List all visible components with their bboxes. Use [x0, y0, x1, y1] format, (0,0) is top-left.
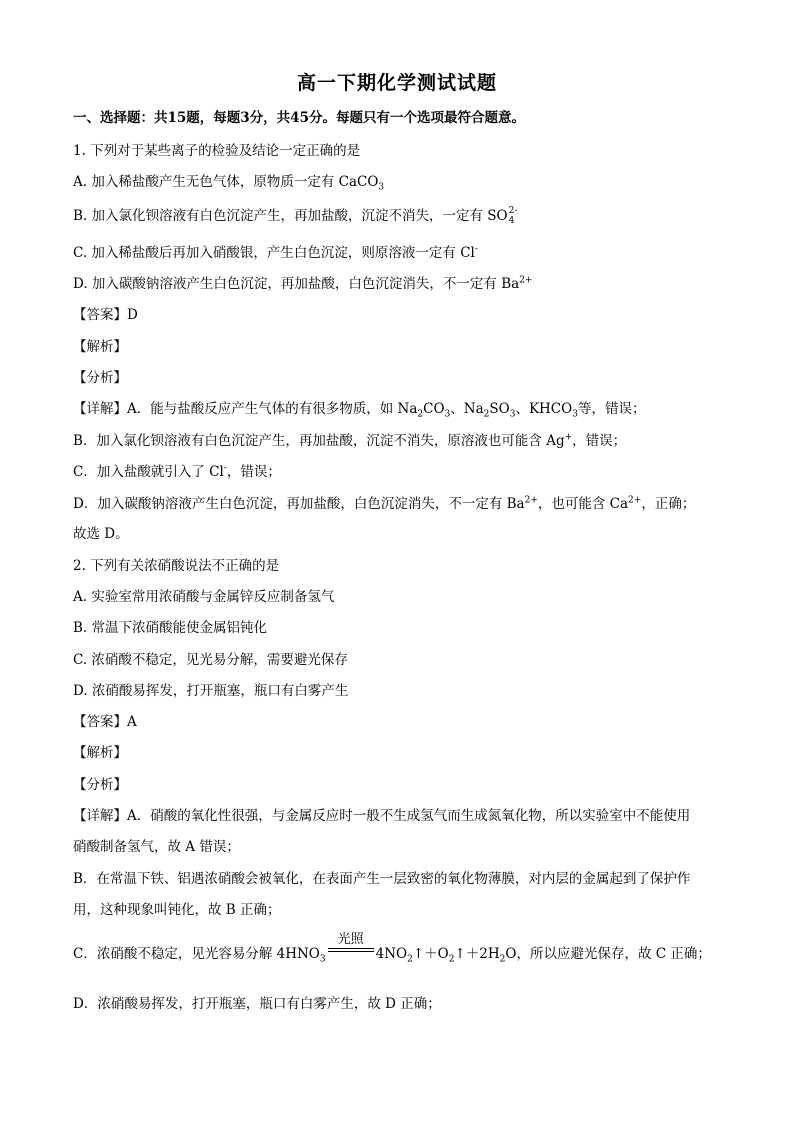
- q1-option-c: [73, 243, 478, 263]
- q1-detail-a-m3: SO: [489, 401, 510, 417]
- q1-detail-d-sup2: 2+: [628, 495, 642, 506]
- q2-detail-a-line2: 硝酸制备氢气，故 A 错误；: [73, 839, 240, 855]
- q1-stem: 1. 下列对于某些离子的检验及结论一定正确的是: [73, 143, 361, 159]
- q1-detail-c-sup: -: [223, 463, 227, 474]
- q1-detail-b: [73, 431, 626, 451]
- q2-answer: 【答案】A: [73, 714, 137, 730]
- q2-option-d: D. 浓硝酸易挥发，打开瓶塞，瓶口有白雾产生: [73, 683, 349, 699]
- q2-stem: 2. 下列有关浓硝酸说法不正确的是: [73, 558, 280, 574]
- q1-detail-a: [73, 399, 645, 419]
- q1-detail-d-mid: ，也可能含 Ca: [537, 496, 629, 512]
- q2-detail-c-sub3: 2: [448, 954, 455, 965]
- q1-detail-b-sup: +: [564, 432, 573, 443]
- q1-answer: 【答案】D: [73, 307, 138, 323]
- q1-option-b-sub: 4: [508, 216, 515, 226]
- q1-detail-a-sub2: 3: [444, 409, 451, 420]
- q1-option-a: [73, 172, 384, 192]
- q2-detail-c-sub4: 2: [499, 954, 506, 965]
- q2-analysis-label: 【解析】: [73, 745, 127, 761]
- q2-detail-c-sub1: 3: [319, 954, 326, 965]
- q1-option-d-text: D. 加入碳酸钠溶液产生白色沉淀，再加盐酸，白色沉淀消失，不一定有 Ba: [73, 276, 520, 292]
- q1-detail-d: [73, 494, 695, 514]
- reaction-bar-bottom: [328, 951, 374, 952]
- q1-analysis-label: 【解析】: [73, 339, 127, 355]
- q1-detail-b-post: ，错误；: [572, 433, 627, 449]
- q2-option-a: A. 实验室常用浓硝酸与金属锌反应制备氢气: [73, 589, 335, 605]
- q2-detail-c-pre: C．浓硝酸不稳定，见光容易分解 4HNO: [73, 946, 320, 962]
- q1-detail-a-m4: 、KHCO: [515, 401, 573, 417]
- q2-detail-b-line2: 用，这种现象叫钝化，故 B 正确；: [73, 902, 281, 918]
- q1-option-b-charge: [509, 206, 518, 226]
- q2-option-b: B. 常温下浓硝酸能使金属铝钝化: [73, 620, 268, 636]
- q1-detail-d-pre: D．加入碳酸钠溶液产生白色沉淀，再加盐酸，白色沉淀消失，不一定有 Ba: [73, 496, 525, 512]
- q1-detail-c: [73, 462, 281, 482]
- q1-detail-a-pre: 【详解】A．能与盐酸反应产生气体的有很多物质，如 Na: [73, 401, 418, 417]
- q2-detail-c-m3: ↑＋2H: [454, 946, 500, 962]
- q1-detail-a-sub3: 2: [483, 409, 490, 420]
- q2-detail-c-post: O，所以应避光保存，故 C 正确；: [505, 946, 711, 962]
- q1-detail-a-sub5: 3: [572, 409, 578, 420]
- q1-option-b: [73, 206, 517, 226]
- q1-detail-d-post: ，正确；: [641, 496, 696, 512]
- q2-fenxi-label: 【分析】: [73, 777, 127, 793]
- q1-detail-a-sub4: 3: [509, 409, 516, 420]
- q1-detail-a-m1: CO: [423, 401, 445, 417]
- q1-option-b-text: B. 加入氯化钡溶液有白色沉淀产生，再加盐酸，沉淀不消失，一定有 SO: [73, 208, 508, 224]
- reaction-condition-label: 光照: [337, 932, 364, 947]
- q2-detail-a-line1: 【详解】A．硝酸的氧化性很强，与金属反应时一般不生成氢气而生成氮氧化物，所以实验室中不能使用: [73, 808, 691, 824]
- q1-option-d: [73, 274, 532, 294]
- q1-detail-c-pre: C．加入盐酸就引入了 Cl: [73, 464, 224, 480]
- section-header: 一、选择题：共15题，每题3分，共45分。每题只有一个选项最符合题意。: [73, 110, 525, 126]
- page-title: 高一下期化学测试试题: [296, 72, 497, 94]
- q1-detail-a-sub1: 2: [417, 409, 424, 420]
- q1-fenxi-label: 【分析】: [73, 370, 127, 386]
- q1-detail-d-sup1: 2+: [524, 495, 538, 506]
- q1-detail-a-m2: 、Na: [450, 401, 484, 417]
- q1-detail-b-pre: B．加入氯化钡溶液有白色沉淀产生，再加盐酸，沉淀不消失，原溶液也可能含 Ag: [73, 433, 565, 449]
- q1-option-c-text: C. 加入稀盐酸后再加入硝酸银，产生白色沉淀，则原溶液一定有 Cl: [73, 245, 475, 261]
- q2-detail-b-line1: B．在常温下铁、铝遇浓硝酸会被氧化，在表面产生一层致密的氧化物薄膜，对内层的金属起到了保护作: [73, 871, 691, 887]
- q1-option-a-text: A. 加入稀盐酸产生无色气体，原物质一定有 CaCO: [73, 174, 379, 190]
- q2-detail-d: D．浓硝酸易挥发，打开瓶塞，瓶口有白雾产生，故 D 正确；: [73, 996, 441, 1012]
- q1-conclusion: 故选 D。: [73, 526, 129, 542]
- q1-detail-c-post: ，错误；: [226, 464, 281, 480]
- q1-option-d-sup: 2+: [519, 275, 533, 286]
- q2-detail-c-sub2: 2: [407, 954, 413, 965]
- reaction-condition: [328, 932, 374, 964]
- q1-option-c-sup: -: [474, 244, 478, 255]
- q2-detail-c-m2: ↑＋O: [412, 946, 449, 962]
- q2-detail-c: [73, 932, 711, 965]
- q1-option-b-sup: 2-: [508, 206, 518, 216]
- q1-detail-a-post: 等，错误；: [577, 401, 646, 417]
- q2-detail-c-m1: 4NO: [375, 946, 408, 962]
- q2-option-c: C. 浓硝酸不稳定，见光易分解，需要避光保存: [73, 652, 348, 668]
- q1-option-a-sub: 3: [378, 182, 385, 193]
- reaction-bar-top: [328, 948, 374, 949]
